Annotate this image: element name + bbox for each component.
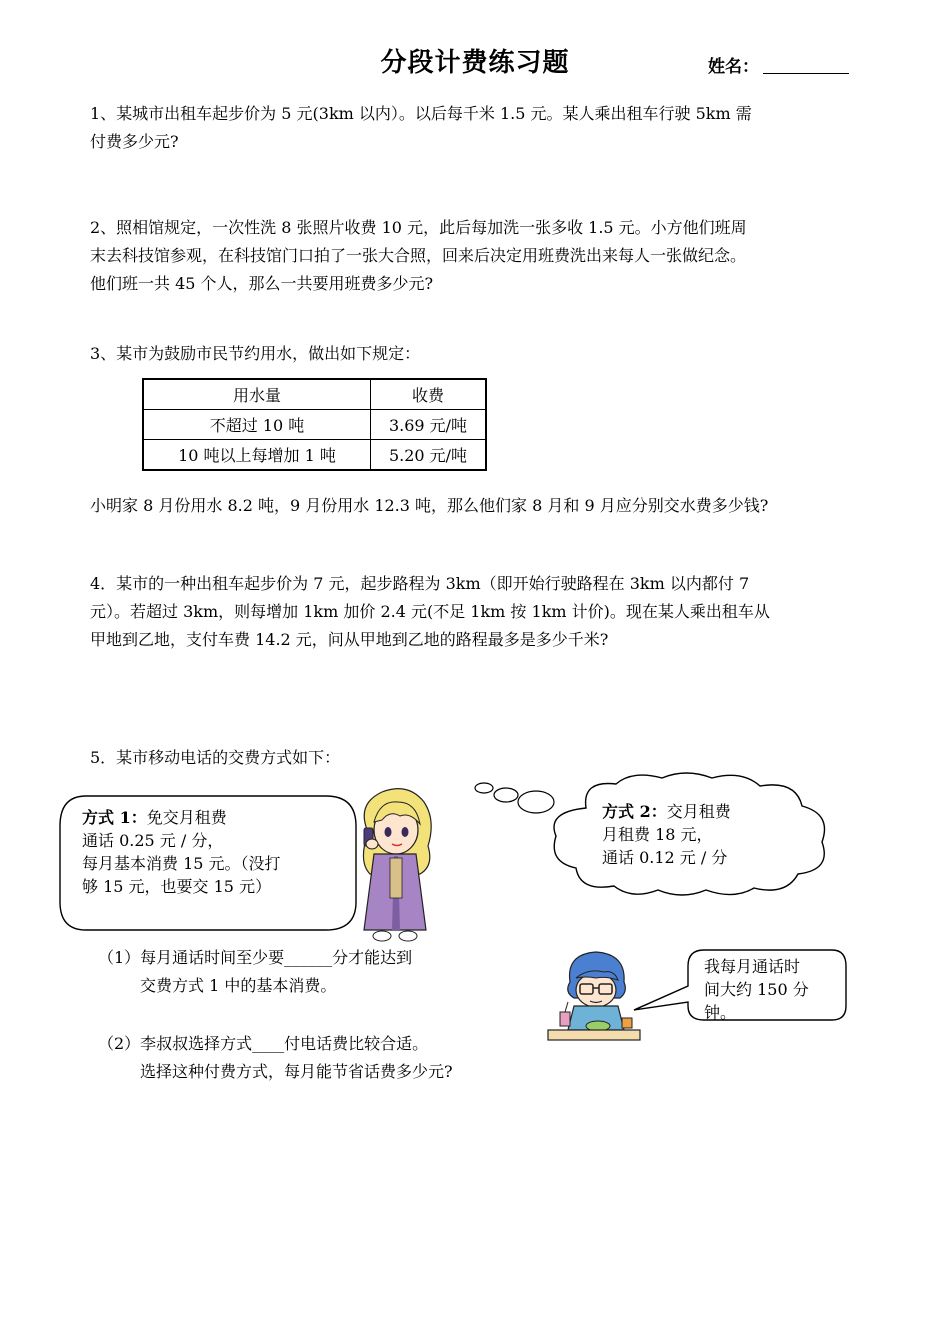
plan-1-line1: 免交月租费	[146, 808, 227, 827]
plan-1-line3: 每月基本消费 15 元。（没打	[82, 854, 281, 873]
page-title: 分段计费练习题	[380, 48, 570, 78]
sub-question-2-line2: 选择这种付费方式，每月能节省话费多少元?	[140, 1062, 453, 1081]
sub-question-1-line1: （1）每月通话时间至少要______分才能达到	[98, 948, 413, 967]
question-2-line1: 2、照相馆规定，一次性洗 8 张照片收费 10 元，此后每加洗一张多收 1.5 元。小方他们班周	[90, 218, 747, 237]
question-1-line2: 付费多少元?	[90, 132, 179, 151]
table-header-row	[143, 379, 486, 410]
question-3-intro: 3、某市为鼓励市民节约用水，做出如下规定：	[90, 344, 421, 363]
speech-line3: 钟。	[704, 1003, 737, 1022]
table-cell: 3.69 元/吨	[371, 410, 487, 440]
speech-line2: 间大约 150 分	[704, 980, 809, 999]
plan-2-line2: 月租费 18 元，	[602, 825, 713, 844]
plan-1-label: 方式 1：	[82, 808, 147, 827]
question-2-line2: 末去科技馆参观，在科技馆门口拍了一张大合照，回来后决定用班费洗出来每人一张做纪念。	[90, 246, 747, 265]
table-row	[143, 440, 486, 471]
question-4	[90, 570, 880, 654]
table-cell: 5.20 元/吨	[371, 440, 487, 471]
question-2-line3: 他们班一共 45 个人，那么一共要用班费多少元?	[90, 274, 434, 293]
boy-at-desk-illustration	[544, 946, 644, 1046]
sub-question-1-line2: 交费方式 1 中的基本消费。	[140, 976, 337, 995]
plan-1-line4: 够 15 元，也要交 15 元）	[82, 877, 272, 896]
question-1-line1: 1、某城市出租车起步价为 5 元(3km 以内）。以后每千米 1.5 元。某人乘出租车行驶 5km 需	[90, 104, 752, 123]
speech-line1: 我每月通话时	[704, 957, 801, 976]
table-header-cell: 收费	[371, 379, 487, 410]
water-fee-table	[142, 378, 487, 471]
sub-question-2-line1: （2）李叔叔选择方式____付电话费比较合适。	[98, 1034, 429, 1053]
table-row	[143, 410, 486, 440]
question-4-line1: 4．某市的一种出租车起步价为 7 元，起步路程为 3km（即开始行驶路程在 3km 以内都付 7	[90, 574, 750, 593]
table-cell: 10 吨以上每增加 1 吨	[143, 440, 371, 471]
plan-1-line2: 通话 0.25 元 / 分，	[82, 831, 224, 850]
sub-question-2	[98, 1030, 538, 1086]
question-5-intro: 5．某市移动电话的交费方式如下：	[90, 748, 341, 767]
name-blank[interactable]	[763, 57, 849, 74]
question-4-line3: 甲地到乙地，支付车费 14.2 元，问从甲地到乙地的路程最多是多少千米?	[90, 630, 609, 649]
name-field	[708, 52, 849, 77]
question-1	[90, 100, 880, 156]
sub-question-1	[98, 944, 518, 1000]
table-header-cell: 用水量	[143, 379, 371, 410]
question-3-text: 小明家 8 月份用水 8.2 吨，9 月份用水 12.3 吨，那么他们家 8 月和 9 月应分别交水费多少钱?	[90, 496, 769, 515]
question-2	[90, 214, 880, 298]
speech-text	[704, 955, 844, 1024]
name-label: 姓名：	[708, 57, 759, 77]
girl-on-phone-illustration	[350, 784, 440, 946]
plan-2-label: 方式 2：	[602, 802, 667, 821]
plan-1-text	[82, 806, 352, 898]
question-4-line2: 元）。若超过 3km，则每增加 1km 加价 2.4 元(不足 1km 按 1km 计价)。现在某人乘出租车从	[90, 602, 770, 621]
table-cell: 不超过 10 吨	[143, 410, 371, 440]
plan-2-text	[602, 800, 802, 869]
plan-2-line3: 通话 0.12 元 / 分	[602, 848, 728, 867]
plan-2-line1: 交月租费	[666, 802, 731, 821]
